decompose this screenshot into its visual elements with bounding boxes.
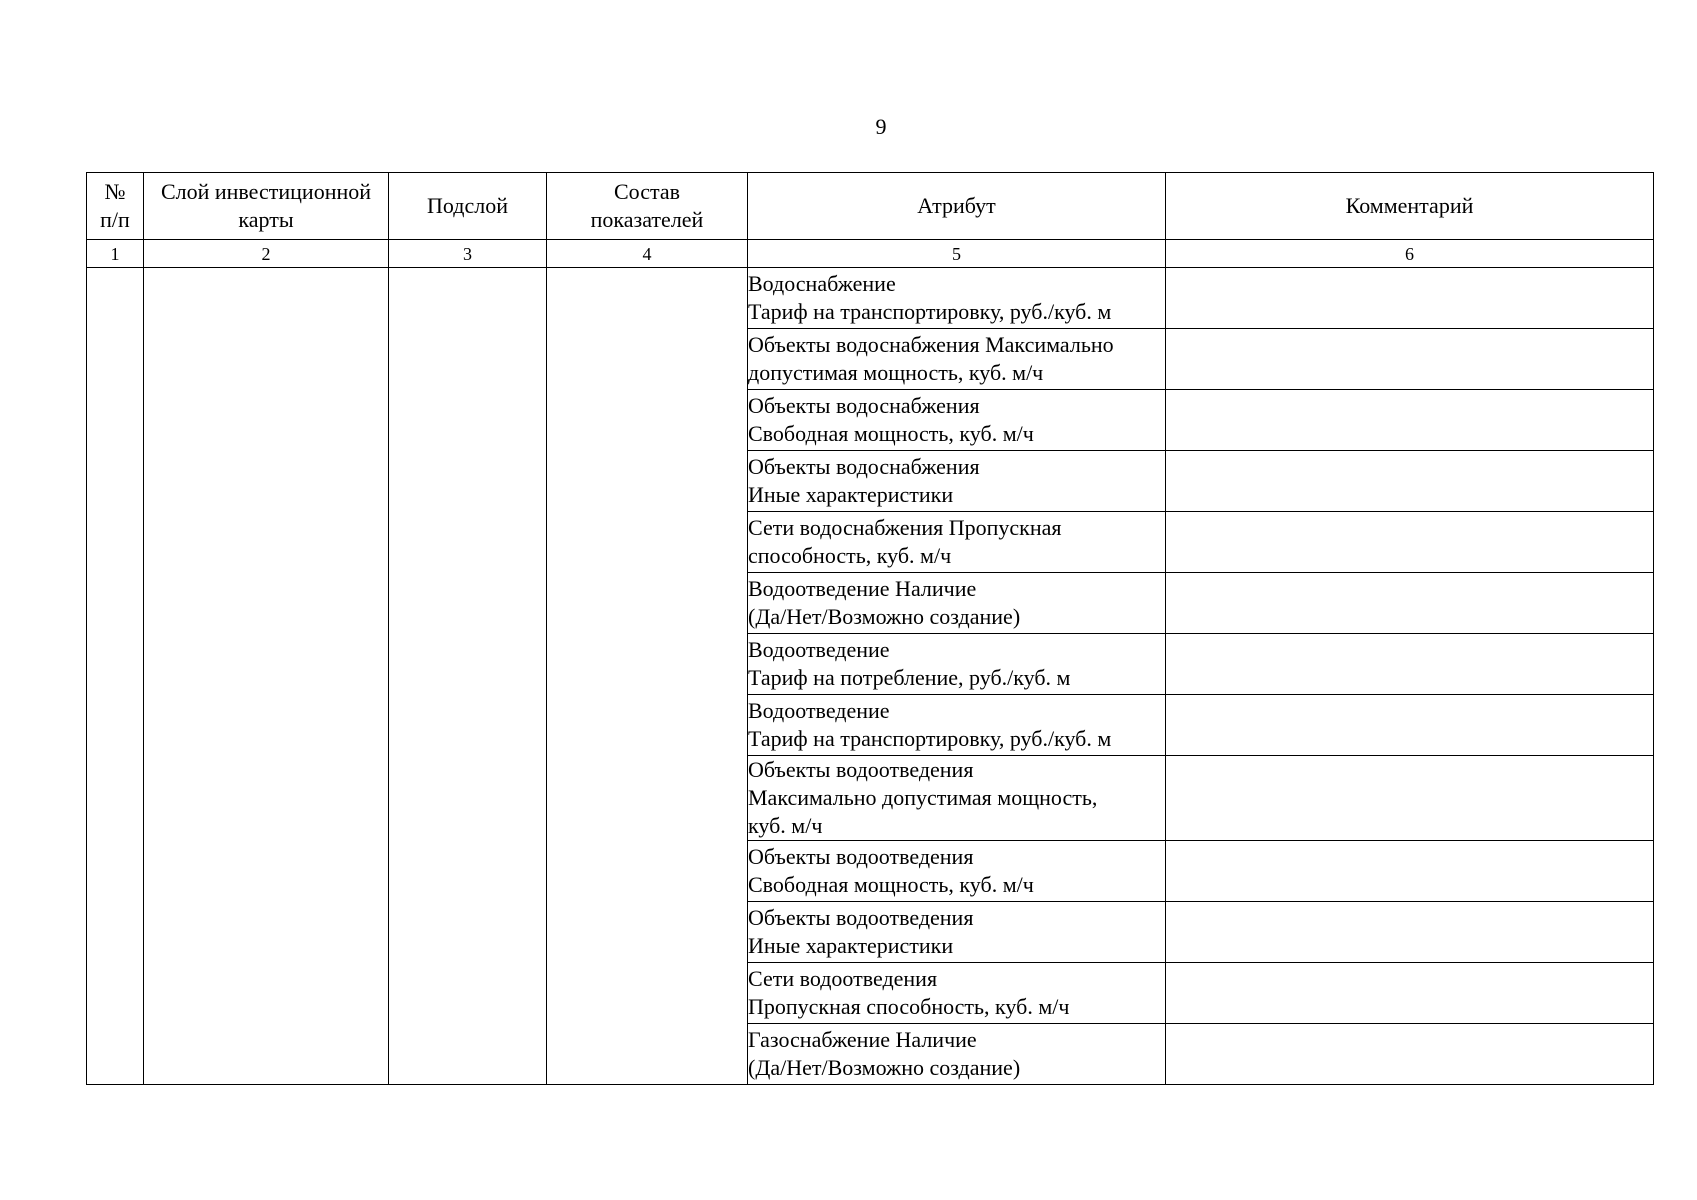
number-cell-merged: [87, 268, 144, 1085]
comment-cell: [1166, 634, 1654, 695]
header-col-comment: Комментарий: [1166, 173, 1654, 240]
attribute-cell: Сети водоснабжения Пропускная способность, куб. м/ч: [748, 512, 1166, 573]
comment-cell: [1166, 963, 1654, 1024]
attribute-cell: Объекты водоотведения Свободная мощность, куб. м/ч: [748, 841, 1166, 902]
attribute-cell: Объекты водоснабжения Иные характеристики: [748, 451, 1166, 512]
comment-cell: [1166, 268, 1654, 329]
comment-cell: [1166, 695, 1654, 756]
attribute-cell: Газоснабжение Наличие (Да/Нет/Возможно создание): [748, 1024, 1166, 1085]
attribute-cell: Объекты водоотведения Иные характеристики: [748, 902, 1166, 963]
header-col-number: № п/п: [87, 173, 144, 240]
attribute-cell: Объекты водоснабжения Максимально допустимая мощность, куб. м/ч: [748, 329, 1166, 390]
column-number: 5: [748, 240, 1166, 268]
comment-cell: [1166, 756, 1654, 841]
comment-cell: [1166, 902, 1654, 963]
attribute-cell: Водоснабжение Тариф на транспортировку, руб./куб. м: [748, 268, 1166, 329]
comment-cell: [1166, 451, 1654, 512]
comment-cell: [1166, 1024, 1654, 1085]
column-number: 6: [1166, 240, 1654, 268]
layer-cell-merged: [144, 268, 389, 1085]
header-col-sublayer: Подслой: [389, 173, 547, 240]
page-number: 9: [875, 114, 887, 139]
table-row: [87, 268, 1654, 329]
attribute-cell: Водоотведение Наличие (Да/Нет/Возможно создание): [748, 573, 1166, 634]
column-number: 2: [144, 240, 389, 268]
comment-cell: [1166, 512, 1654, 573]
attributes-table: [86, 172, 1654, 1085]
attribute-cell: Водоотведение Тариф на потребление, руб./куб. м: [748, 634, 1166, 695]
attribute-cell: Водоотведение Тариф на транспортировку, руб./куб. м: [748, 695, 1166, 756]
column-number: 4: [547, 240, 748, 268]
indicators-cell-merged: [547, 268, 748, 1085]
sublayer-cell-merged: [389, 268, 547, 1085]
header-row: [87, 173, 1654, 240]
attribute-cell: Сети водоотведения Пропускная способность, куб. м/ч: [748, 963, 1166, 1024]
column-number: 1: [87, 240, 144, 268]
header-col-layer: Слой инвестиционной карты: [144, 173, 389, 240]
comment-cell: [1166, 329, 1654, 390]
header-col-attribute: Атрибут: [748, 173, 1166, 240]
column-number: 3: [389, 240, 547, 268]
comment-cell: [1166, 573, 1654, 634]
attribute-cell: Объекты водоотведения Максимально допустимая мощность, куб. м/ч: [748, 756, 1166, 841]
header-col-indicators: Состав показателей: [547, 173, 748, 240]
column-number-row: [87, 240, 1654, 268]
comment-cell: [1166, 390, 1654, 451]
attribute-cell: Объекты водоснабжения Свободная мощность, куб. м/ч: [748, 390, 1166, 451]
comment-cell: [1166, 841, 1654, 902]
